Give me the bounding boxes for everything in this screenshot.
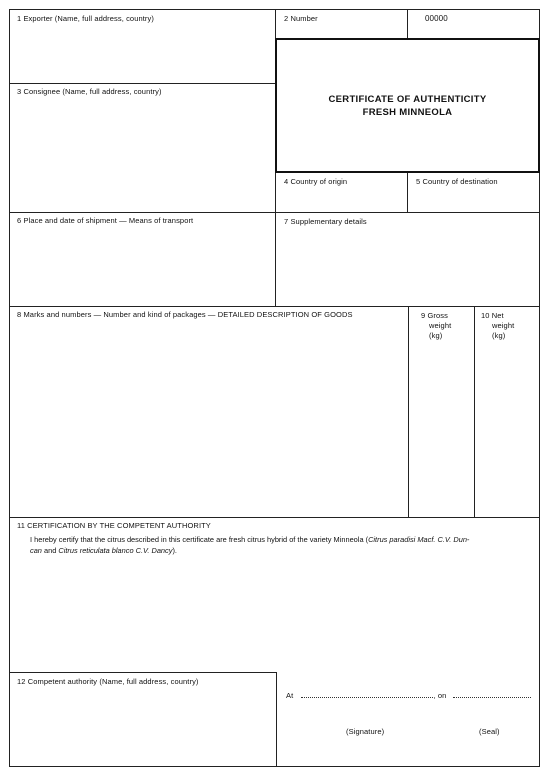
date-dotted-line xyxy=(453,689,531,698)
consignee-label: 3 Consignee (Name, full address, country) xyxy=(17,87,162,96)
shipment-label: 6 Place and date of shipment — Means of transport xyxy=(17,216,194,225)
cert-italic-c: Citrus reticulata blanco C.V. Dancy xyxy=(58,546,173,555)
title-line-1: CERTIFICATE OF AUTHENTICITY xyxy=(328,94,487,105)
signature-label: (Signature) xyxy=(346,727,385,736)
net-weight-label xyxy=(481,311,514,341)
number-label: 2 Number xyxy=(284,14,318,23)
marks-label: 8 Marks and numbers — Number and kind of packages — DETAILED DESCRIPTION OF GOODS xyxy=(17,310,353,319)
number-value: 00000 xyxy=(425,14,448,23)
certification-text xyxy=(30,534,530,556)
supplementary-label: 7 Supplementary details xyxy=(284,217,367,226)
net-line-1: 10 Net xyxy=(481,311,504,320)
gross-line-3: (kg) xyxy=(429,331,443,340)
divider xyxy=(9,517,540,518)
divider xyxy=(407,9,408,38)
net-line-3: (kg) xyxy=(492,331,506,340)
at-on-line xyxy=(286,689,531,701)
at-label: At xyxy=(286,691,294,700)
exporter-label: 1 Exporter (Name, full address, country) xyxy=(17,14,154,23)
cert-italic-b: can xyxy=(30,546,42,555)
divider xyxy=(9,83,275,84)
cert-text-c: ). xyxy=(172,546,177,555)
cert-text-a: I hereby certify that the citrus described in this certificate are fresh citrus hybrid of the variety Minneola ( xyxy=(30,535,369,544)
cert-text-b: and xyxy=(41,546,59,555)
divider xyxy=(474,306,475,517)
country-origin-label: 4 Country of origin xyxy=(284,177,348,186)
gross-line-1: 9 Gross xyxy=(421,311,448,320)
place-dotted-line xyxy=(301,689,433,698)
net-line-2: weight xyxy=(492,321,515,330)
divider xyxy=(9,212,540,213)
certification-title: 11 CERTIFICATION BY THE COMPETENT AUTHORITY xyxy=(17,521,211,530)
country-destination-label: 5 Country of destination xyxy=(416,177,498,186)
gross-line-2: weight xyxy=(429,321,452,330)
cert-italic-a: Citrus paradisi Macf. C.V. Dun- xyxy=(368,535,470,544)
gross-weight-label xyxy=(421,311,451,341)
title-line-2: FRESH MINNEOLA xyxy=(362,107,453,118)
seal-label: (Seal) xyxy=(479,727,500,736)
authority-label: 12 Competent authority (Name, full address, country) xyxy=(17,677,199,686)
divider xyxy=(407,173,408,212)
certificate-title xyxy=(277,93,538,119)
divider xyxy=(9,306,540,307)
on-label: , on xyxy=(433,691,447,700)
divider xyxy=(408,306,409,517)
